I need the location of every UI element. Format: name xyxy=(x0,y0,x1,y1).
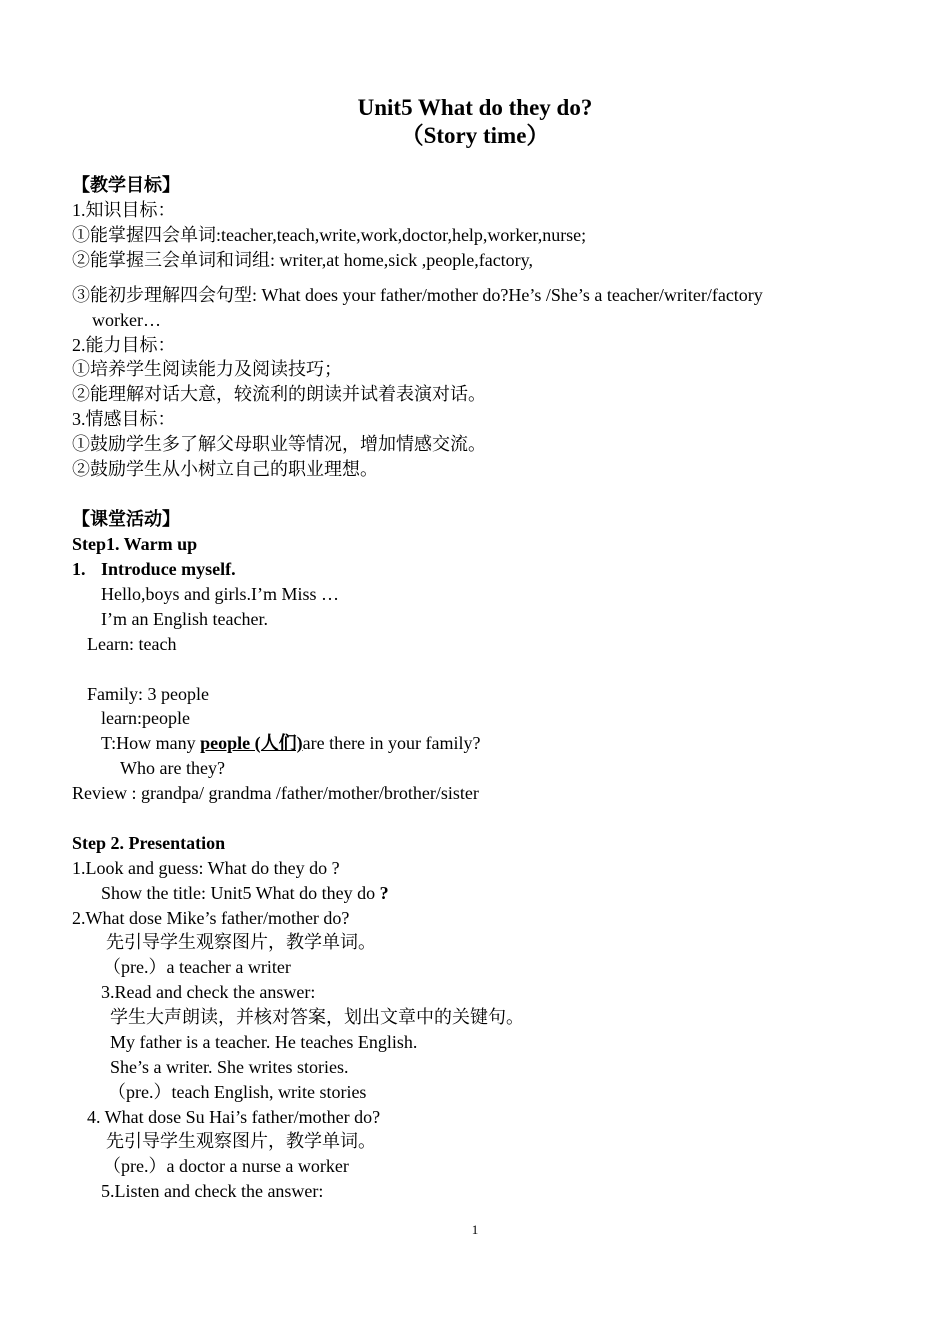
step2-title: Step 2. Presentation xyxy=(72,833,226,853)
ability-item-2: ②能理解对话大意，较流利的朗读并试着表演对话。 xyxy=(72,384,486,404)
ability-item-1: ①培养学生阅读能力及阅读技巧； xyxy=(72,359,342,379)
knowledge-item-2: ②能掌握三会单词和词组: writer,at home,sick ,people,factory, xyxy=(72,250,534,270)
step2-line-6: 3.Read and check the answer: xyxy=(101,982,316,1002)
knowledge-item-1: ①能掌握四会单词:teacher,teach,write,work,doctor,help,worker,nurse; xyxy=(72,225,587,245)
step2-line-14: 5.Listen and check the answer: xyxy=(101,1181,324,1201)
step2-line-8: My father is a teacher. He teaches English. xyxy=(110,1032,418,1052)
step2-line-2-question-mark: ? xyxy=(379,883,389,903)
step1-item1-number: 1. xyxy=(72,559,86,579)
step1-line-4: Family: 3 people xyxy=(87,684,209,704)
step2-line-13: （pre.）a doctor a nurse a worker xyxy=(103,1156,349,1176)
document-subtitle: （Story time） xyxy=(400,123,550,148)
step1-item1-title: Introduce myself. xyxy=(101,559,236,579)
step1-line-3: Learn: teach xyxy=(87,634,177,654)
ability-label: 2.能力目标： xyxy=(72,335,176,355)
step2-line-11: 4. What dose Su Hai’s father/mother do? xyxy=(87,1107,381,1127)
step1-line-1: Hello,boys and girls.I’m Miss … xyxy=(101,584,339,604)
knowledge-item-3: ③能初步理解四会句型: What does your father/mother do?He’s /She’s a teacher/writer/factory xyxy=(72,285,763,305)
step1-line-6 xyxy=(101,731,481,755)
step1-line-2: I’m an English teacher. xyxy=(101,609,268,629)
step2-line-1: 1.Look and guess: What do they do ? xyxy=(72,858,340,878)
step1-review: Review : grandpa/ grandma /father/mother/brother/sister xyxy=(72,783,479,803)
emotion-item-2: ②鼓励学生从小树立自己的职业理想。 xyxy=(72,459,378,479)
document-title: Unit5 What do they do? xyxy=(357,95,593,120)
emotion-item-1: ①鼓励学生多了解父母职业等情况，增加情感交流。 xyxy=(72,434,486,454)
step2-line-10: （pre.）teach English, write stories xyxy=(108,1082,367,1102)
step2-line-3: 2.What dose Mike’s father/mother do? xyxy=(72,908,350,928)
activities-heading: 【课堂活动】 xyxy=(72,509,180,529)
step1-line-7: Who are they? xyxy=(120,758,225,778)
step2-line-12: 先引导学生观察图片，教学单词。 xyxy=(106,1131,376,1151)
step2-line-2-text: Show the title: Unit5 What do they do xyxy=(101,883,380,903)
people-emphasis: people (人们) xyxy=(200,733,303,753)
step2-line-7: 学生大声朗读，并核对答案，划出文章中的关键句。 xyxy=(110,1007,524,1027)
objectives-heading: 【教学目标】 xyxy=(72,175,180,195)
step1-title: Step1. Warm up xyxy=(72,534,198,554)
step2-line-2 xyxy=(101,881,389,905)
knowledge-item-3-cont: worker… xyxy=(92,310,161,330)
knowledge-label: 1.知识目标： xyxy=(72,200,176,220)
step1-line-6-post: are there in your family? xyxy=(302,733,481,753)
step1-line-6-pre: T:How many xyxy=(101,733,201,753)
step2-line-4: 先引导学生观察图片，教学单词。 xyxy=(106,932,376,952)
step1-line-5: learn:people xyxy=(101,708,190,728)
page-number: 1 xyxy=(471,1222,479,1237)
emotion-label: 3.情感目标： xyxy=(72,409,176,429)
step2-line-9: She’s a writer. She writes stories. xyxy=(110,1057,349,1077)
step2-line-5: （pre.）a teacher a writer xyxy=(103,957,291,977)
